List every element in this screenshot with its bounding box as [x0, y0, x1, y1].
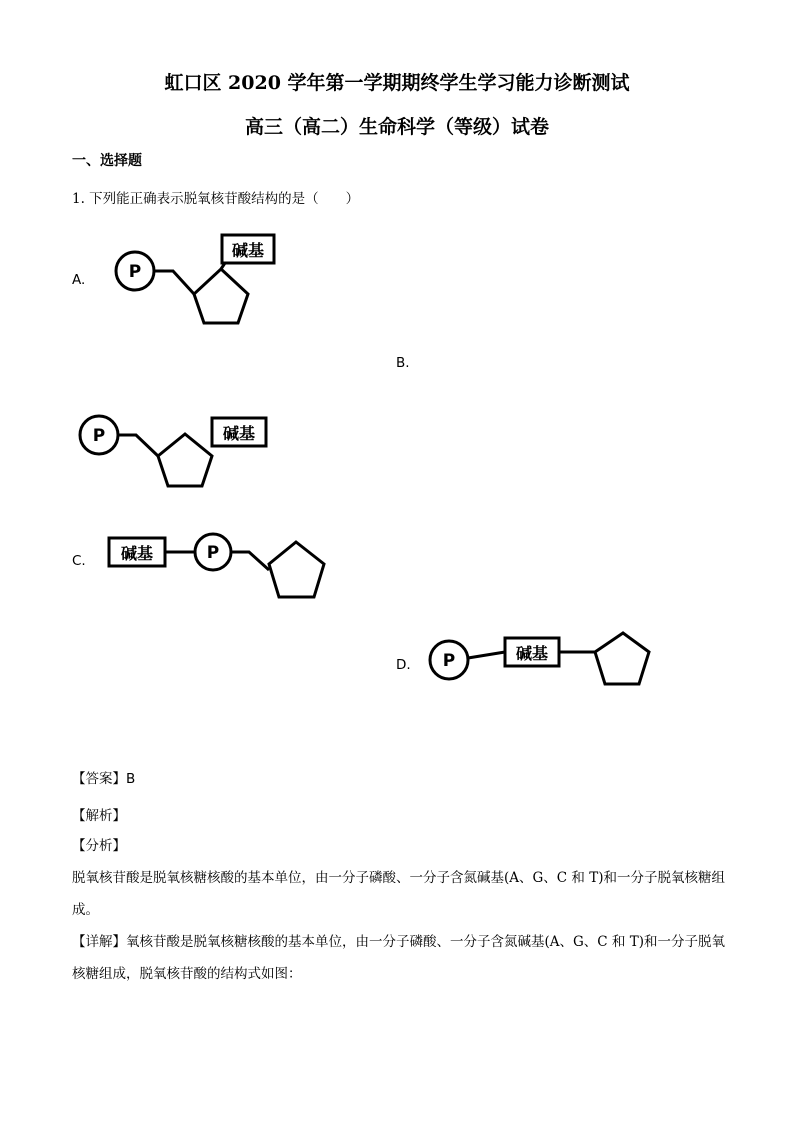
- sugar-pentagon: [269, 542, 324, 597]
- base-label: 碱基: [222, 424, 256, 443]
- sugar-pentagon: [595, 633, 649, 684]
- option-c-label: C.: [72, 553, 86, 569]
- fenxi-tag: 【分析】: [72, 838, 126, 854]
- phosphate-sugar-bond: [154, 271, 194, 294]
- option-b-diagram: [70, 408, 280, 498]
- option-b-label: B.: [396, 355, 410, 371]
- analysis-tag: 【解析】: [72, 808, 126, 824]
- phosphate-label: P: [92, 426, 106, 446]
- phosphate-label: P: [206, 543, 220, 563]
- xiangjie-tag: 【详解】: [72, 934, 126, 950]
- answer-tag: 【答案】: [72, 771, 126, 787]
- fenxi-paragraph: 脱氧核苷酸是脱氧核糖核酸的基本单位，由一分子磷酸、一分子含氮碱基(A、G、C 和 T)和一分子脱氧核糖组成。: [72, 870, 725, 918]
- xiangjie-paragraph: [72, 926, 732, 990]
- option-a-label: A.: [72, 272, 86, 288]
- phosphate-base-bond: [468, 652, 505, 658]
- document-subtitle: 高三（高二）生命科学（等级）试卷: [244, 116, 549, 138]
- section-heading: 一、选择题: [72, 153, 142, 169]
- document-title: 虹口区 2020 学年第一学期期终学生学习能力诊断测试: [164, 72, 630, 94]
- sugar-pentagon: [194, 269, 248, 323]
- phosphate-sugar-bond: [231, 552, 269, 570]
- option-a-diagram: [110, 228, 290, 338]
- answer-value: B: [126, 771, 136, 787]
- option-c-diagram: [105, 530, 335, 610]
- xiangjie-text: 氧核苷酸是脱氧核糖核酸的基本单位，由一分子磷酸、一分子含氮碱基(A、G、C 和 T)和一分子脱氧核糖组成，脱氧核苷酸的结构式如图：: [72, 934, 725, 982]
- option-d-diagram: [425, 628, 660, 693]
- option-d-label: D.: [396, 657, 411, 673]
- base-label: 碱基: [515, 644, 549, 663]
- base-label: 碱基: [231, 241, 265, 260]
- phosphate-sugar-bond: [118, 435, 158, 456]
- base-label: 碱基: [120, 544, 154, 563]
- sugar-pentagon: [158, 434, 212, 486]
- phosphate-label: P: [128, 262, 142, 282]
- phosphate-label: P: [442, 651, 456, 671]
- answer-line: [72, 763, 732, 795]
- question-text: 1. 下列能正确表示脱氧核苷酸结构的是（ ）: [72, 191, 360, 207]
